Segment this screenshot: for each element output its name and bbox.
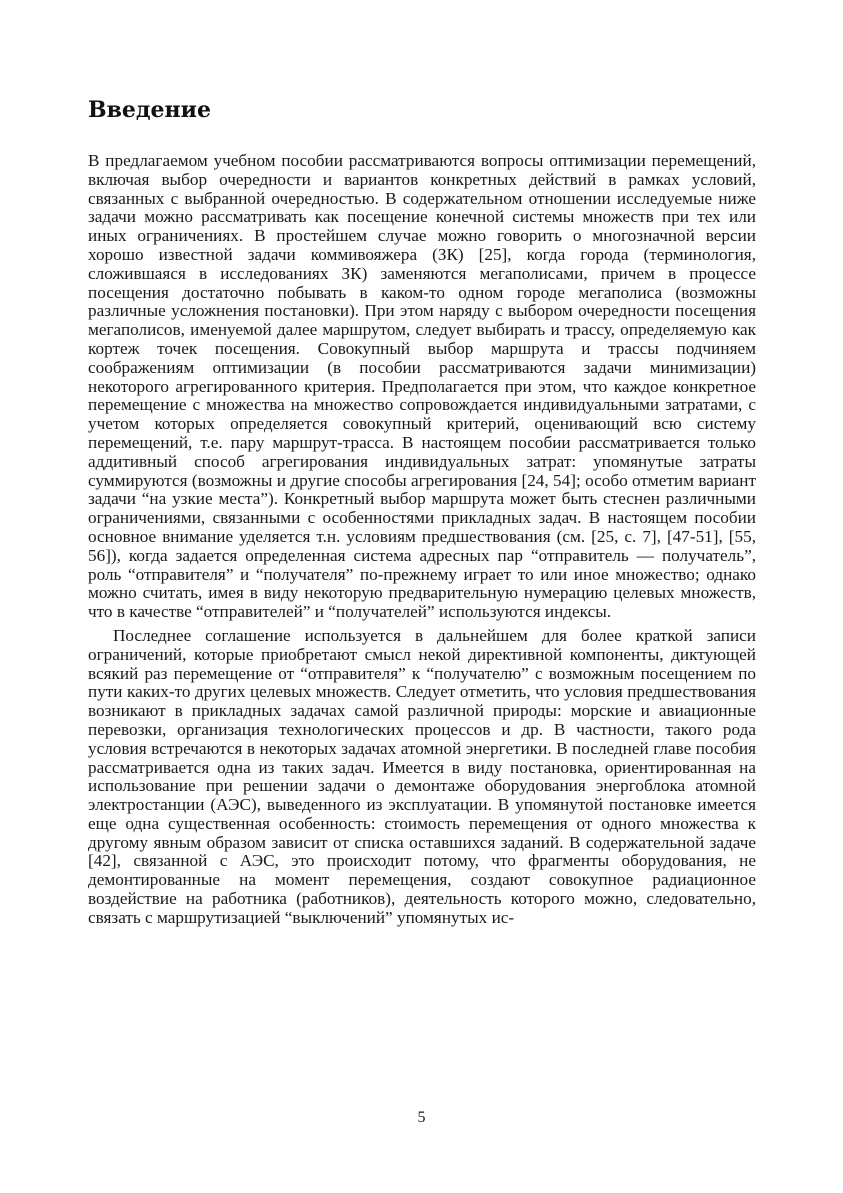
paragraph-precedence: Последнее соглашение используется в дальнейшем для более краткой записи ограничений, которые приобретают смысл некой директивной компоненты, диктующей всякий раз перемещение от “отправителя” к “получателю” с возможным посещением по пути каких-то других целевых множеств. Следует отметить, что условия предшествования возникают в прикладных задачах самой различной природы: морские и авиационные перевозки, организация технологических процессов и др. В частности, такого рода условия встречаются в некоторых задачах атомной энергетики. В последней главе пособия рассматривается одна из таких задач. Имеется в виду постановка, ориентированная на использование при решении задачи о демонтаже оборудования энергоблока атомной электростанции (АЭС), выведенного из эксплуатации. В упомянутой постановке имеется еще одна существенная особенность: стоимость перемещения от одного множества к другому явным образом зависит от списка оставшихся заданий. В содержательной задаче [42], связанной с АЭС, это происходит потому, что фрагменты оборудования, не демонтированные на момент перемещения, создают совокупное радиационное воздействие на работника (работников), деятельность которого можно, следовательно, связать с маршрутизацией “выключений” упомянутых ис- bbox=[88, 625, 756, 927]
body-text bbox=[88, 152, 756, 928]
paragraph-intro: В предлагаемом учебном пособии рассматриваются вопросы оптимизации перемещений, включая выбор очередности и вариантов конкретных действий в рамках условий, связанных с выбранной очередностью. В содержательном отношении исследуемые ниже задачи можно рассматривать как посещение конечной системы множеств при тех или иных ограничениях. В простейшем случае можно говорить о многозначной версии хорошо известной задачи коммивояжера (ЗК) [25], когда города (терминология, сложившаяся в исследованиях ЗК) заменяются мегаполисами, причем в процессе посещения достаточно побывать в каком-то одном городе мегаполиса (возможны различные усложнения постановки). При этом наряду с выбором очередности посещения мегаполисов, именуемой далее маршрутом, следует выбирать и трассу, определяемую как кортеж точек посещения. Совокупный выбор маршрута и трассы подчиняем соображениям оптимизации (в пособии рассматриваются задачи минимизации) некоторого агрегированного критерия. Предполагается при этом, что каждое конкретное перемещение с множества на множество сопровождается индивидуальными затратами, с учетом которых определяется совокупный критерий, оценивающий всю систему перемещений, т.е. пару маршрут-трасса. В настоящем пособии рассматривается только аддитивный способ агрегирования индивидуальных затрат: упомянутые затраты суммируются (возможны и другие способы агрегирования [24, 54]; особо отметим вариант задачи “на узкие места”). Конкретный выбор маршрута может быть стеснен различными ограничениями, связанными с особенностями прикладных задач. В настоящем пособии основное внимание уделяется т.н. условиям предшествования (см. [25, с. 7], [47-51], [55, 56]), когда задается определенная система адресных пар “отправитель — получатель”, роль “отправителя” и “получателя” по-прежнему играет то или иное множество; однако можно считать, имея в виду некоторую предварительную нумерацию целевых множеств, что в качестве “отправителей” и “получателей” используются индексы. bbox=[88, 151, 756, 622]
section-title: Введение bbox=[88, 97, 211, 123]
page-number: 5 bbox=[417, 1109, 426, 1126]
